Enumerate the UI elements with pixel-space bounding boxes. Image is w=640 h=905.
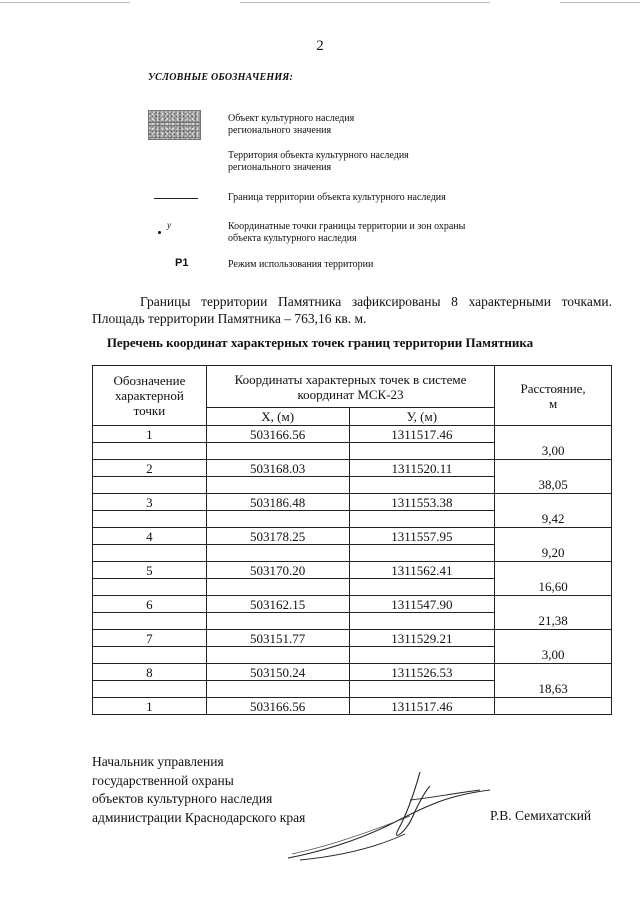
distance-cell — [495, 426, 612, 443]
scan-edge-line — [240, 2, 490, 3]
point-y: 1311547.90 — [349, 596, 495, 613]
distance-cell — [495, 596, 612, 613]
point-id: 1 — [93, 698, 207, 715]
distance-value: 21,38 — [495, 613, 612, 630]
point-id: 2 — [93, 460, 207, 477]
point-x: 503170.20 — [206, 562, 349, 579]
distance-cell — [495, 562, 612, 579]
legend-text: объекта культурного наследия — [228, 233, 357, 244]
point-x: 503166.56 — [206, 426, 349, 443]
legend-text: Режим использования территории — [228, 259, 374, 270]
legend-text: регионального значения — [228, 125, 332, 136]
solid-line-icon — [154, 198, 198, 199]
table-row — [93, 494, 612, 511]
point-id: 8 — [93, 664, 207, 681]
point-label: у — [167, 220, 171, 230]
paragraph-line: Площадь территории Памятника – 763,16 кв. м. — [92, 311, 367, 326]
distance-cell — [495, 664, 612, 681]
distance-value: 9,42 — [495, 511, 612, 528]
legend-text: регионального значения — [228, 162, 332, 173]
distance-value: 18,63 — [495, 681, 612, 698]
distance-cell — [495, 460, 612, 477]
point-y: 1311520.11 — [349, 460, 495, 477]
legend-item-heritage-object — [148, 110, 588, 142]
legend-text: Граница территории объекта культурного наследия — [228, 192, 446, 203]
paragraph-line: Границы территории Памятника зафиксированы 8 характерными точками. — [140, 294, 612, 309]
point-id: 1 — [93, 426, 207, 443]
table-row — [93, 681, 612, 698]
table-row — [93, 443, 612, 460]
point-y: 1311562.41 — [349, 562, 495, 579]
table-row — [93, 630, 612, 647]
distance-cell — [495, 528, 612, 545]
table-row — [93, 528, 612, 545]
point-id: 5 — [93, 562, 207, 579]
table-row — [93, 698, 612, 715]
distance-cell — [495, 494, 612, 511]
regime-code: Р1 — [175, 257, 189, 269]
legend-item-territory-boundary — [148, 192, 588, 206]
point-x: 503151.77 — [206, 630, 349, 647]
legend-text: Территория объекта культурного наследия — [228, 150, 409, 161]
point-x: 503186.48 — [206, 494, 349, 511]
coordinates-table — [92, 365, 612, 715]
scan-edge-line — [0, 2, 130, 3]
distance-cell — [495, 698, 612, 715]
page-number: 2 — [316, 38, 324, 54]
point-y: 1311517.46 — [349, 698, 495, 715]
table-row — [93, 426, 612, 443]
table-row — [93, 511, 612, 528]
legend-item-heritage-territory — [148, 150, 588, 176]
signatory-position: Начальник управления государственной охраны объектов культурного наследия администрации Краснодарского края — [92, 754, 306, 825]
point-id: 3 — [93, 494, 207, 511]
point-id: 4 — [93, 528, 207, 545]
column-header-y: У, (м) — [349, 408, 495, 426]
column-header-coordinates: Координаты характерных точек в системе координат МСК-23 — [206, 366, 494, 408]
point-y: 1311553.38 — [349, 494, 495, 511]
point-y: 1311517.46 — [349, 426, 495, 443]
legend-item-usage-regime — [148, 258, 588, 272]
signer-name: Р.В. Семихатский — [490, 808, 592, 823]
column-header-point: Обозначение характерной точки — [93, 366, 207, 426]
table-row — [93, 460, 612, 477]
point-y: 1311557.95 — [349, 528, 495, 545]
column-header-x: X, (м) — [206, 408, 349, 426]
distance-value: 16,60 — [495, 579, 612, 596]
hatched-gray-swatch-icon — [148, 110, 201, 140]
table-row — [93, 562, 612, 579]
legend-text: Объект культурного наследия — [228, 113, 355, 124]
handwritten-signature-icon — [280, 760, 510, 870]
table-row — [93, 545, 612, 562]
table-heading: Перечень координат характерных точек границ территории Памятника — [106, 335, 534, 350]
point-id: 7 — [93, 630, 207, 647]
distance-value: 3,00 — [495, 647, 612, 664]
scan-edge-line — [560, 2, 640, 3]
table-row — [93, 596, 612, 613]
table-row — [93, 664, 612, 681]
point-x: 503150.24 — [206, 664, 349, 681]
point-x: 503178.25 — [206, 528, 349, 545]
point-id: 6 — [93, 596, 207, 613]
distance-value: 3,00 — [495, 443, 612, 460]
point-x: 503168.03 — [206, 460, 349, 477]
legend-title: УСЛОВНЫЕ ОБОЗНАЧЕНИЯ: — [148, 72, 293, 83]
point-y: 1311529.21 — [349, 630, 495, 647]
table-row — [93, 613, 612, 630]
point-y: 1311526.53 — [349, 664, 495, 681]
distance-value: 38,05 — [495, 477, 612, 494]
table-row — [93, 579, 612, 596]
column-header-distance: Расстояние, м — [495, 366, 612, 426]
legend-item-coordinate-points — [148, 221, 588, 247]
point-x: 503166.56 — [206, 698, 349, 715]
table-row — [93, 647, 612, 664]
distance-cell — [495, 630, 612, 647]
territory-paragraph — [92, 293, 612, 327]
legend-text: Координатные точки границы территории и зон охраны — [228, 221, 466, 232]
point-icon — [158, 231, 161, 234]
distance-value: 9,20 — [495, 545, 612, 562]
table-row — [93, 477, 612, 494]
point-x: 503162.15 — [206, 596, 349, 613]
